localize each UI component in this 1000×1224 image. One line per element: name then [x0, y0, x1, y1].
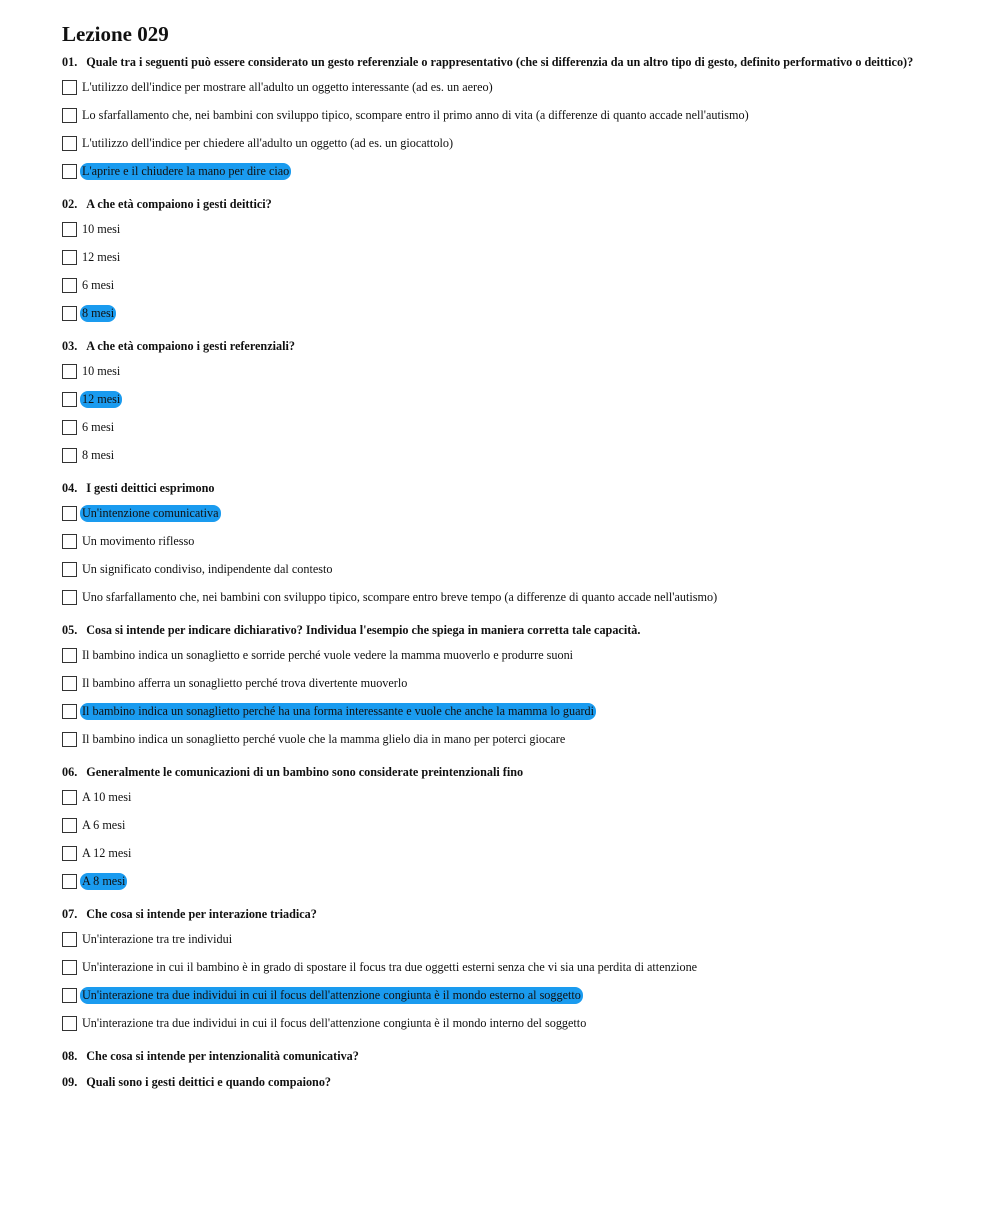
question-text — [62, 197, 942, 211]
question-5 — [62, 623, 942, 753]
answer-option[interactable] — [62, 669, 942, 697]
answer-label: Il bambino indica un sonaglietto e sorride perché vuole vedere la mamma muoverlo e produrre suoni — [82, 647, 574, 662]
question-8 — [62, 1049, 942, 1063]
answer-option[interactable] — [62, 357, 942, 385]
answer-option[interactable] — [62, 725, 942, 753]
answer-label: Un movimento riflesso — [82, 533, 195, 548]
answer-label: 6 mesi — [82, 419, 115, 434]
answer-checkbox[interactable] — [62, 1016, 77, 1031]
option-list — [62, 357, 942, 469]
answer-option[interactable] — [62, 215, 942, 243]
answer-option[interactable] — [62, 441, 942, 469]
option-list — [62, 215, 942, 327]
answer-option[interactable] — [62, 981, 942, 1009]
answer-checkbox[interactable] — [62, 648, 77, 663]
question-3 — [62, 339, 942, 469]
question-number: 06. — [62, 765, 78, 779]
answer-checkbox[interactable] — [62, 506, 77, 521]
question-list — [62, 55, 942, 1089]
answer-label: Un'interazione in cui il bambino è in grado di spostare il focus tra due oggetti esterni senza che vi sia una perdita di attenzione — [82, 959, 698, 974]
answer-option[interactable] — [62, 385, 942, 413]
answer-checkbox[interactable] — [62, 392, 77, 407]
question-label: Quali sono i gesti deittici e quando compaiono? — [86, 1075, 332, 1089]
answer-option[interactable] — [62, 157, 942, 185]
highlighted-answer-label: L'aprire e il chiudere la mano per dire ciao — [82, 163, 290, 178]
question-number: 03. — [62, 339, 78, 353]
answer-label: A 12 mesi — [82, 845, 132, 860]
option-list — [62, 641, 942, 753]
answer-label: Un'interazione tra due individui in cui il focus dell'attenzione congiunta è il mondo interno del soggetto — [82, 1015, 587, 1030]
answer-checkbox[interactable] — [62, 136, 77, 151]
question-label: Che cosa si intende per intenzionalità comunicativa? — [86, 1049, 359, 1063]
answer-option[interactable] — [62, 129, 942, 157]
question-7 — [62, 907, 942, 1037]
document-page — [62, 20, 942, 1089]
answer-checkbox[interactable] — [62, 534, 77, 549]
answer-checkbox[interactable] — [62, 988, 77, 1003]
answer-option[interactable] — [62, 1009, 942, 1037]
question-text — [62, 1049, 942, 1063]
highlighted-answer-label: Un'intenzione comunicativa — [82, 505, 219, 520]
answer-checkbox[interactable] — [62, 164, 77, 179]
answer-label: 12 mesi — [82, 249, 121, 264]
answer-checkbox[interactable] — [62, 364, 77, 379]
answer-label: Il bambino afferra un sonaglietto perché trova divertente muoverlo — [82, 675, 408, 690]
answer-label: 6 mesi — [82, 277, 115, 292]
question-label: A che età compaiono i gesti deittici? — [86, 197, 272, 211]
answer-label: A 10 mesi — [82, 789, 132, 804]
answer-label: L'utilizzo dell'indice per mostrare all'adulto un oggetto interessante (ad es. un aereo) — [82, 79, 493, 94]
question-label: Generalmente le comunicazioni di un bambino sono considerate preintenzionali fino — [86, 765, 524, 779]
question-text — [62, 481, 942, 495]
answer-checkbox[interactable] — [62, 874, 77, 889]
answer-checkbox[interactable] — [62, 222, 77, 237]
answer-label: Un'interazione tra tre individui — [82, 931, 233, 946]
question-text — [62, 339, 942, 353]
answer-option[interactable] — [62, 555, 942, 583]
highlighted-answer-label: A 8 mesi — [82, 873, 126, 888]
answer-label: Lo sfarfallamento che, nei bambini con sviluppo tipico, scompare entro il primo anno di vita (a differenze di quanto accade nell'autismo) — [82, 107, 749, 122]
question-6 — [62, 765, 942, 895]
question-label: Cosa si intende per indicare dichiarativo? Individua l'esempio che spiega in maniera corretta tale capacità. — [86, 623, 641, 637]
answer-label: 8 mesi — [82, 447, 115, 462]
question-4 — [62, 481, 942, 611]
answer-option[interactable] — [62, 583, 942, 611]
answer-checkbox[interactable] — [62, 448, 77, 463]
question-text — [62, 1075, 942, 1089]
question-number: 08. — [62, 1049, 78, 1063]
question-text — [62, 765, 942, 779]
answer-option[interactable] — [62, 527, 942, 555]
answer-checkbox[interactable] — [62, 790, 77, 805]
answer-option[interactable] — [62, 839, 942, 867]
question-number: 05. — [62, 623, 78, 637]
question-text — [62, 623, 942, 637]
answer-label: Un significato condiviso, indipendente dal contesto — [82, 561, 333, 576]
question-text — [62, 907, 942, 921]
answer-option[interactable] — [62, 101, 942, 129]
answer-checkbox[interactable] — [62, 562, 77, 577]
answer-option[interactable] — [62, 811, 942, 839]
question-9 — [62, 1075, 942, 1089]
highlighted-answer-label: 12 mesi — [82, 391, 121, 406]
answer-checkbox[interactable] — [62, 932, 77, 947]
answer-option[interactable] — [62, 73, 942, 101]
answer-option[interactable] — [62, 243, 942, 271]
answer-option[interactable] — [62, 499, 942, 527]
highlighted-answer-label: 8 mesi — [82, 305, 115, 320]
answer-checkbox[interactable] — [62, 306, 77, 321]
answer-option[interactable] — [62, 641, 942, 669]
answer-option[interactable] — [62, 867, 942, 895]
answer-label: A 6 mesi — [82, 817, 126, 832]
answer-label: 10 mesi — [82, 363, 121, 378]
answer-option[interactable] — [62, 925, 942, 953]
answer-checkbox[interactable] — [62, 250, 77, 265]
answer-checkbox[interactable] — [62, 704, 77, 719]
answer-checkbox[interactable] — [62, 108, 77, 123]
answer-option[interactable] — [62, 953, 942, 981]
highlighted-answer-label: Un'interazione tra due individui in cui il focus dell'attenzione congiunta è il mondo esterno al soggetto — [82, 987, 581, 1002]
question-label: Che cosa si intende per interazione triadica? — [86, 907, 317, 921]
answer-checkbox[interactable] — [62, 960, 77, 975]
question-text — [62, 55, 942, 69]
answer-checkbox[interactable] — [62, 732, 77, 747]
answer-checkbox[interactable] — [62, 278, 77, 293]
answer-checkbox[interactable] — [62, 676, 77, 691]
answer-checkbox[interactable] — [62, 590, 77, 605]
option-list — [62, 499, 942, 611]
answer-option[interactable] — [62, 697, 942, 725]
question-label: Quale tra i seguenti può essere considerato un gesto referenziale o rappresentativo (che si differenzia da un altro tipo di gesto, definito performativo o deittico)? — [86, 55, 914, 69]
question-number: 01. — [62, 55, 78, 69]
question-number: 04. — [62, 481, 78, 495]
highlighted-answer-label: Il bambino indica un sonaglietto perché ha una forma interessante e vuole che anche la mamma lo guardi — [82, 703, 595, 718]
question-2 — [62, 197, 942, 327]
option-list — [62, 73, 942, 185]
answer-label: 10 mesi — [82, 221, 121, 236]
answer-checkbox[interactable] — [62, 818, 77, 833]
answer-label: Il bambino indica un sonaglietto perché vuole che la mamma glielo dia in mano per poterci giocare — [82, 731, 566, 746]
answer-checkbox[interactable] — [62, 420, 77, 435]
question-label: A che età compaiono i gesti referenziali? — [86, 339, 295, 353]
answer-option[interactable] — [62, 299, 942, 327]
option-list — [62, 783, 942, 895]
page-title: Lezione 029 — [62, 22, 169, 46]
answer-label: Uno sfarfallamento che, nei bambini con sviluppo tipico, scompare entro breve tempo (a differenze di quanto accade nell'autismo) — [82, 589, 718, 604]
option-list — [62, 925, 942, 1037]
question-number: 07. — [62, 907, 78, 921]
answer-option[interactable] — [62, 783, 942, 811]
answer-checkbox[interactable] — [62, 846, 77, 861]
answer-option[interactable] — [62, 271, 942, 299]
answer-label: L'utilizzo dell'indice per chiedere all'adulto un oggetto (ad es. un giocattolo) — [82, 135, 454, 150]
question-label: I gesti deittici esprimono — [86, 481, 215, 495]
question-number: 02. — [62, 197, 78, 211]
question-number: 09. — [62, 1075, 78, 1089]
answer-option[interactable] — [62, 413, 942, 441]
answer-checkbox[interactable] — [62, 80, 77, 95]
question-1 — [62, 55, 942, 185]
